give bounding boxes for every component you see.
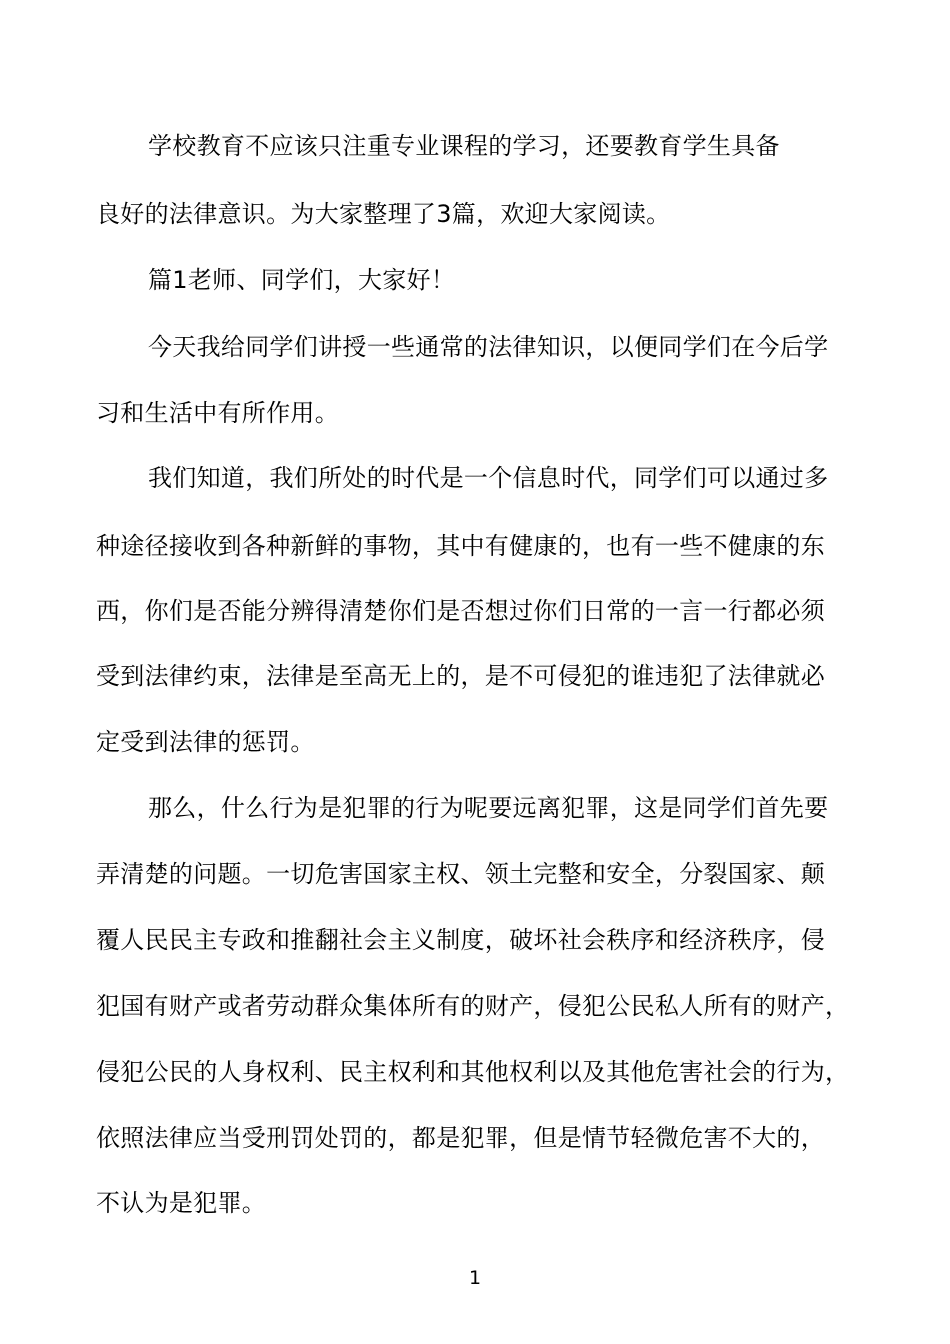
paragraph-line: 覆人民民主专政和推翻社会主义制度，破坏社会秩序和经济秩序，侵 — [96, 926, 825, 954]
paragraph-line: 依照法律应当受刑罚处罚的，都是犯罪，但是情节轻微危害不大的， — [96, 1124, 825, 1152]
paragraph-line: 习和生活中有所作用。 — [96, 399, 339, 427]
page-number: 1 — [468, 1267, 482, 1289]
paragraph-line: 侵犯公民的人身权利、民主权利和其他权利以及其他危害社会的行为， — [96, 1058, 850, 1086]
paragraph-line: 良好的法律意识。为大家整理了3篇，欢迎大家阅读。 — [96, 200, 671, 228]
paragraph-line: 受到法律约束，法律是至高无上的，是不可侵犯的谁违犯了法律就必 — [96, 662, 825, 690]
section-heading: 篇1老师、同学们，大家好！ — [148, 266, 456, 294]
paragraph-line: 学校教育不应该只注重专业课程的学习，还要教育学生具备 — [148, 132, 780, 160]
paragraph-line: 今天我给同学们讲授一些通常的法律知识，以便同学们在今后学 — [148, 333, 829, 361]
paragraph-line: 弄清楚的问题。一切危害国家主权、领土完整和安全，分裂国家、颠 — [96, 860, 825, 888]
paragraph-line: 我们知道，我们所处的时代是一个信息时代，同学们可以通过多 — [148, 464, 829, 492]
paragraph-line: 不认为是犯罪。 — [96, 1189, 267, 1217]
paragraph-line: 西，你们是否能分辨得清楚你们是否想过你们日常的一言一行都必须 — [96, 597, 825, 625]
paragraph-line: 那么，什么行为是犯罪的行为呢要远离犯罪，这是同学们首先要 — [148, 794, 829, 822]
paragraph-line: 种途径接收到各种新鲜的事物，其中有健康的，也有一些不健康的东 — [96, 532, 825, 560]
paragraph-line: 犯国有财产或者劳动群众集体所有的财产，侵犯公民私人所有的财产， — [96, 992, 850, 1020]
paragraph-line: 定受到法律的惩罚。 — [96, 728, 315, 756]
